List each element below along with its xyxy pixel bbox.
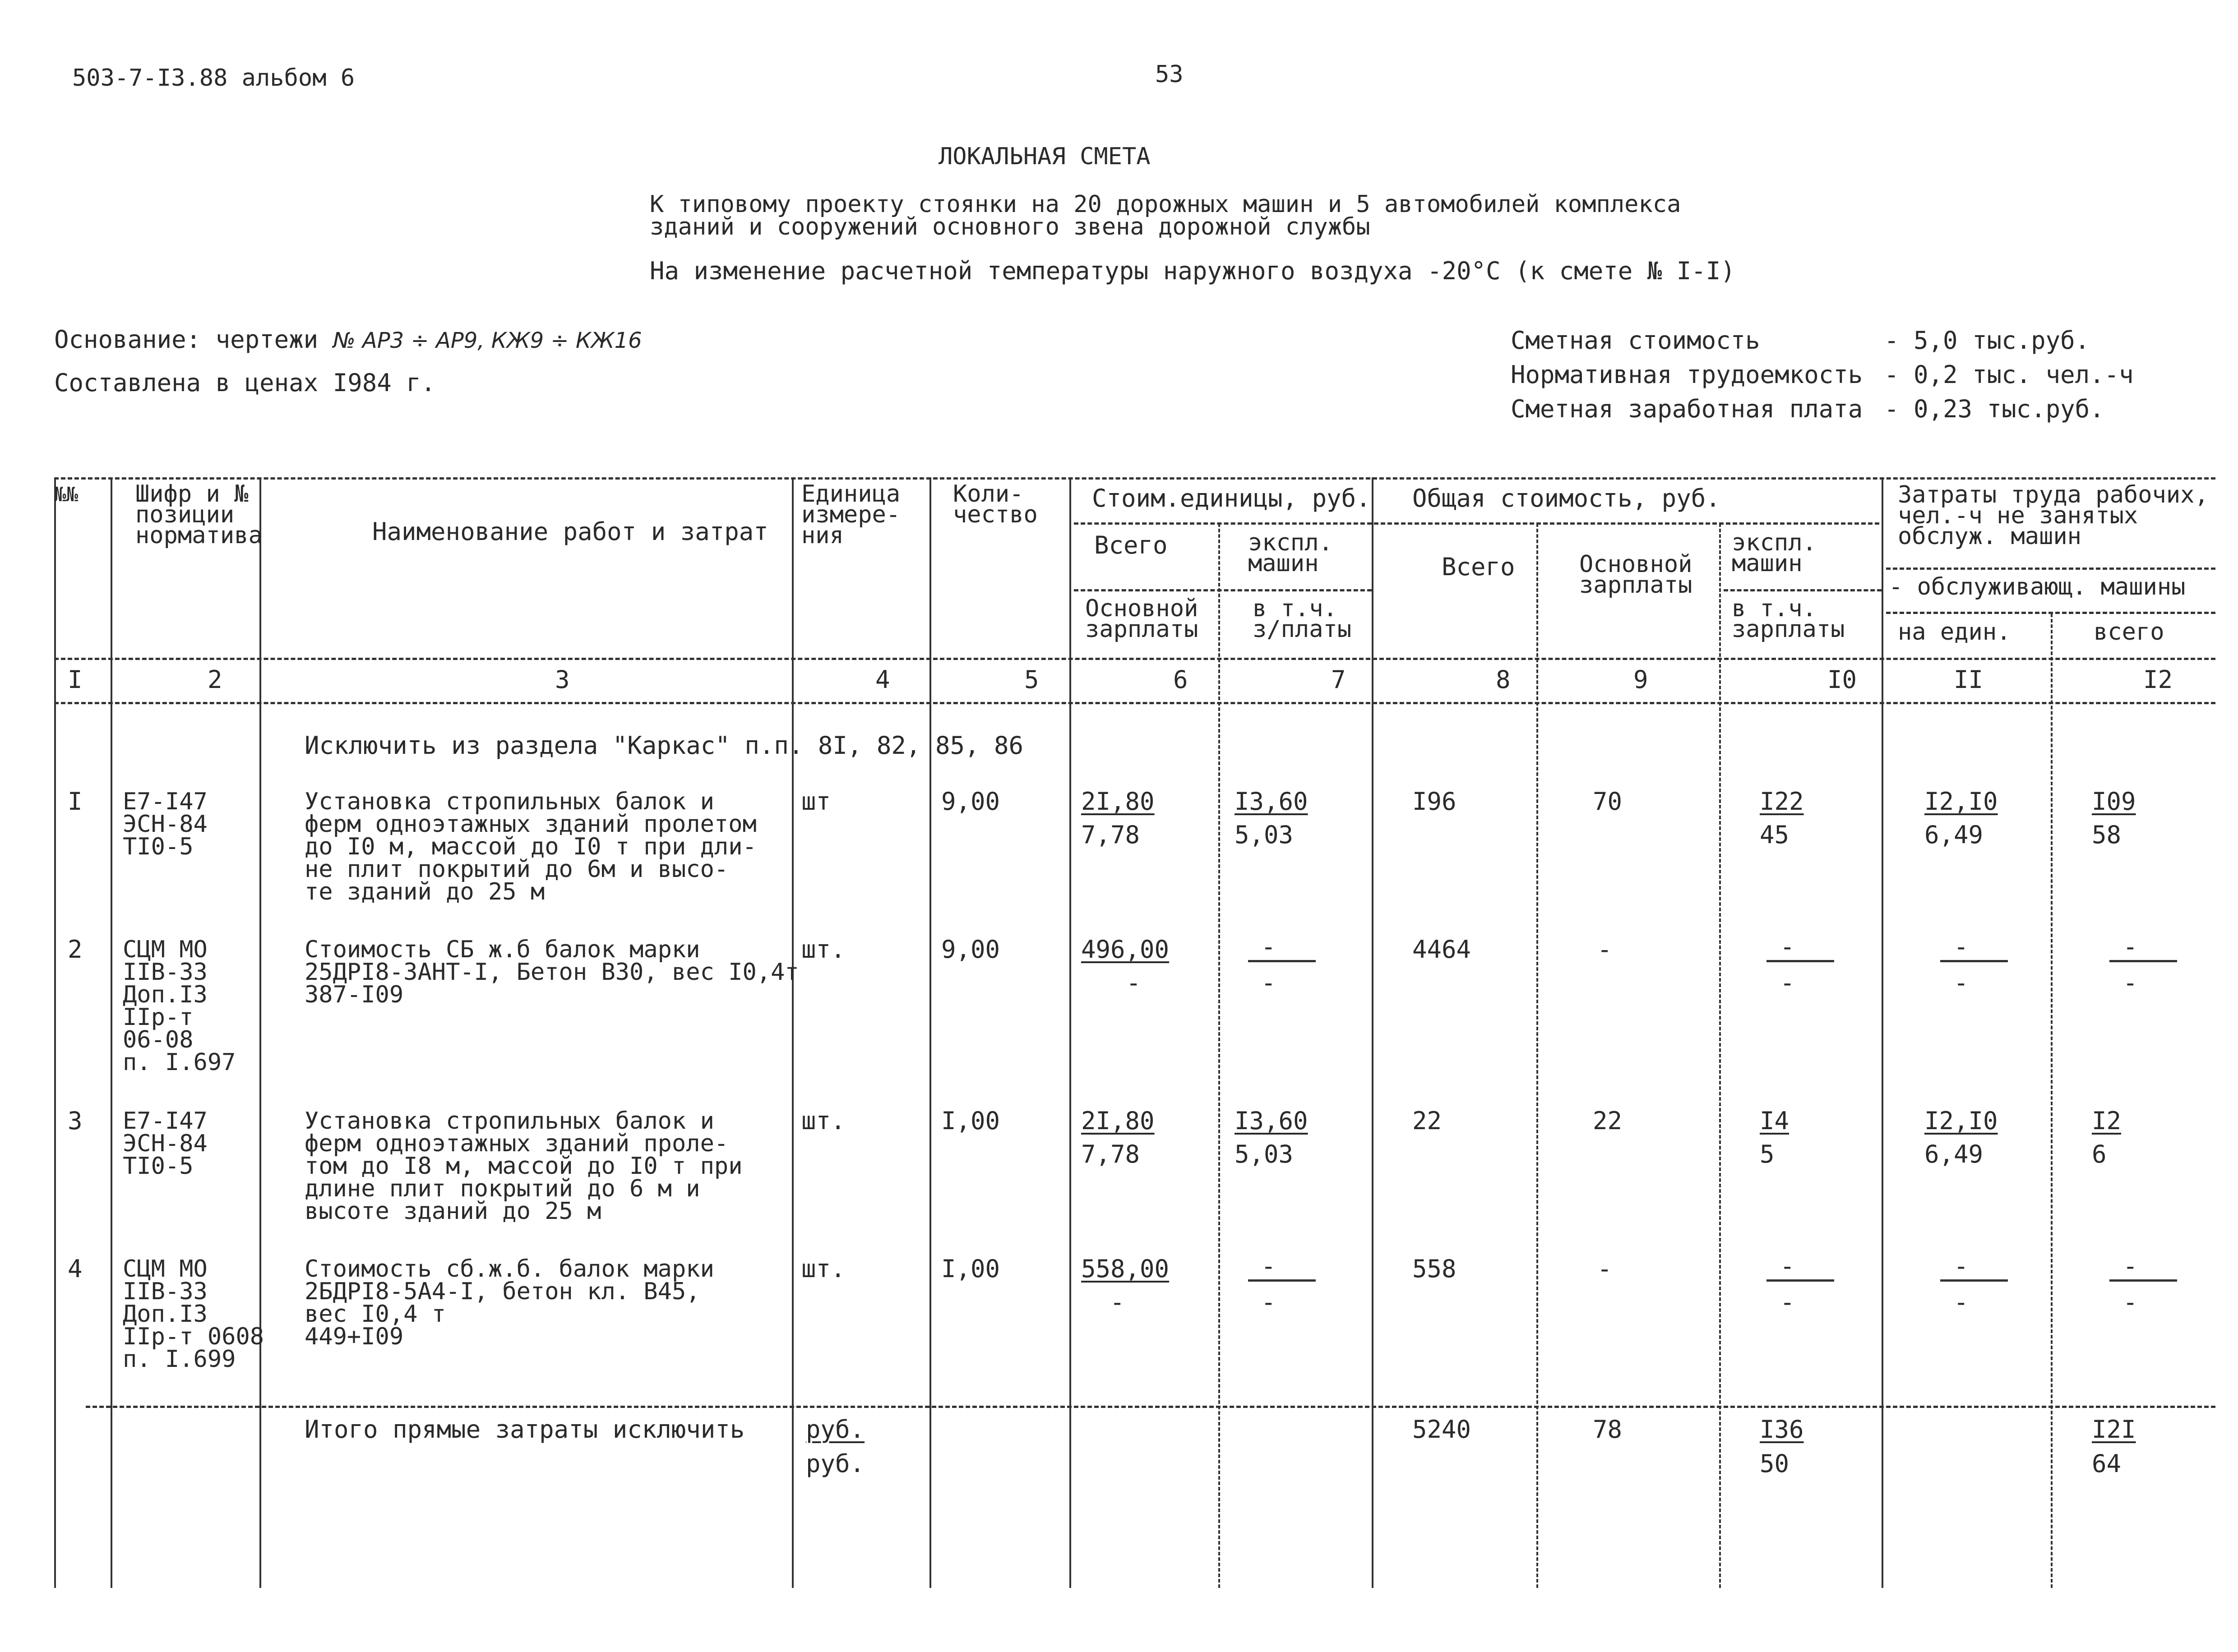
price-base: Составлена в ценах I984 г. xyxy=(54,369,436,397)
col-line-0 xyxy=(54,477,56,1588)
row-quantity: 9,00 xyxy=(941,935,1000,964)
totals-wage: 78 xyxy=(1593,1415,1623,1444)
row-code: СЦМ МО IIВ-33 Доп.I3 IIр-т 06-08 п. I.697 xyxy=(123,936,236,1076)
estimate-purpose: На изменение расчетной температуры наружного воздуха -20°С (к смете № I-I) xyxy=(650,257,1735,285)
row-quantity: I,00 xyxy=(941,1255,1000,1283)
document-code: 503-7-I3.88 альбом 6 xyxy=(72,65,355,92)
header-unit-incl-wage: в т.ч. з/платы xyxy=(1253,595,1352,643)
row-unit-total: 2I,80 xyxy=(1081,787,1155,816)
fraction-line xyxy=(1766,960,1834,962)
row-unit-machines-wage: - xyxy=(1261,969,1276,997)
row-unit-total: 496,00 xyxy=(1081,935,1170,964)
row-total: 4464 xyxy=(1412,935,1471,964)
basis-label: Основание: чертежи xyxy=(54,325,319,354)
row-total: 558 xyxy=(1412,1255,1457,1283)
col-line-9 xyxy=(1719,523,1721,1588)
row-total: I96 xyxy=(1412,787,1457,816)
row-number: 4 xyxy=(68,1255,83,1283)
subtitle-line-1: К типовому проекту стоянки на 20 дорожных машин и 5 автомобилей комплекса xyxy=(650,191,1681,218)
row-labor-total: - xyxy=(2123,1252,2138,1280)
summary-label-wage: Сметная заработная плата xyxy=(1511,395,1863,423)
row-labor-total: - xyxy=(2123,932,2138,961)
machines-midline xyxy=(1724,589,1882,591)
col-num-1: I xyxy=(68,665,83,694)
row-unit-machines: I3,60 xyxy=(1235,1107,1308,1135)
col-num-9: 9 xyxy=(1633,665,1648,694)
header-labor-total: всего xyxy=(2094,618,2164,646)
summary-label-labor: Нормативная трудоемкость xyxy=(1511,360,1863,389)
row-quantity: 9,00 xyxy=(941,787,1000,816)
row-unit-machines-wage: - xyxy=(1261,1288,1276,1316)
header-col-quantity: Коли- чество xyxy=(953,480,1038,528)
row-total-machines-wage: - xyxy=(1780,1288,1795,1316)
row-total-wage: 22 xyxy=(1593,1107,1623,1135)
row-labor-unit: I2,I0 xyxy=(1924,1107,1998,1135)
header-labor: Затраты труда рабочих, чел.-ч не занятых обслуж. машин xyxy=(1898,481,2209,550)
col-num-6: 6 xyxy=(1173,665,1188,694)
row-work-name: Стоимость СБ ж.б балок марки 25ДРI8-3АНТ-I, Бетон В30, вес I0,4т 387-I09 xyxy=(305,936,799,1008)
row-total-machines-wage: - xyxy=(1780,969,1795,997)
totals-unit: руб. xyxy=(806,1415,865,1444)
basis-drawings: № АР3 ÷ АР9, КЖ9 ÷ КЖ16 xyxy=(333,328,642,353)
header-labor-unit: на един. xyxy=(1898,618,2011,646)
col-num-4: 4 xyxy=(875,665,890,694)
numbers-bottom-line xyxy=(54,702,2215,704)
col-line-1 xyxy=(111,477,112,1588)
summary-label-cost: Сметная стоимость xyxy=(1511,326,1760,355)
col-num-3: 3 xyxy=(555,665,570,694)
header-col-unit: Единица измере- ния xyxy=(801,480,901,549)
col-num-11: II xyxy=(1954,665,1984,694)
row-number: 2 xyxy=(68,935,83,964)
header-col-number: №№ xyxy=(54,483,78,506)
row-labor-unit: - xyxy=(1954,1252,1969,1280)
row-quantity: I,00 xyxy=(941,1107,1000,1135)
fraction-line xyxy=(2109,960,2177,962)
basis-line xyxy=(54,327,642,354)
row-labor-total-2: 58 xyxy=(2092,821,2122,849)
document-title: ЛОКАЛЬНАЯ СМЕТА xyxy=(939,143,1151,170)
row-total: 22 xyxy=(1412,1107,1442,1135)
row-total-wage: 70 xyxy=(1593,787,1623,816)
header-total-cost: Общая стоимость, руб. xyxy=(1412,484,1720,512)
row-unit-total: 558,00 xyxy=(1081,1255,1170,1283)
totals-separator-line xyxy=(86,1406,2215,1408)
header-unit-machines: экспл. машин xyxy=(1248,529,1333,577)
row-labor-total-2: - xyxy=(2123,969,2138,997)
row-labor-total: I2 xyxy=(2092,1107,2122,1135)
row-work-name: Установка стропильных балок и ферм одноэтажных зданий пролетом до I0 м, массой до I0 т при дли- не плит покрытий до 6м и высо- те зданий до 25 м xyxy=(305,788,757,905)
col-line-5 xyxy=(1069,477,1071,1588)
subtitle-line-2: зданий и сооружений основного звена дорожной службы xyxy=(650,213,1370,240)
row-total-machines-wage: 5 xyxy=(1760,1140,1775,1168)
row-total-wage: - xyxy=(1597,935,1612,964)
col-num-10: I0 xyxy=(1827,665,1857,694)
row-unit: шт. xyxy=(801,935,846,964)
col-num-8: 8 xyxy=(1496,665,1511,694)
header-bottom-line xyxy=(54,658,2215,660)
row-unit: шт xyxy=(801,787,831,816)
row-work-name: Стоимость сб.ж.б. балок марки 2БДРI8-5А4-I, бетон кл. В45, вес I0,4 т 449+I09 xyxy=(305,1255,714,1350)
row-unit-machines: - xyxy=(1261,932,1276,961)
row-labor-unit-2: 6,49 xyxy=(1924,1140,1984,1168)
col-line-2 xyxy=(259,477,261,1588)
table-top-line xyxy=(54,477,2215,480)
fraction-line xyxy=(1248,1279,1316,1282)
row-total-machines: I4 xyxy=(1760,1107,1789,1135)
col-line-3 xyxy=(792,477,794,1588)
row-unit-machines: I3,60 xyxy=(1235,787,1308,816)
row-labor-total: I09 xyxy=(2092,787,2136,816)
row-unit-machines-wage: 5,03 xyxy=(1235,1140,1294,1168)
summary-value-cost: - 5,0 тыс.руб. xyxy=(1884,326,2090,355)
total-cost-subline xyxy=(1374,522,1879,525)
fraction-line xyxy=(2109,1279,2177,1282)
row-code: СЦМ МО IIВ-33 Доп.I3 IIр-т 0608 п. I.699 xyxy=(123,1255,264,1373)
row-unit: шт. xyxy=(801,1255,846,1283)
totals-unit-2: руб. xyxy=(806,1449,865,1478)
row-unit-wage: 7,78 xyxy=(1081,821,1140,849)
totals-total: 5240 xyxy=(1412,1415,1471,1444)
fraction-line xyxy=(1940,1279,2008,1282)
col-num-5: 5 xyxy=(1024,665,1039,694)
totals-labor-2: 64 xyxy=(2092,1449,2122,1478)
col-num-7: 7 xyxy=(1331,665,1346,694)
col-line-7 xyxy=(1372,477,1373,1588)
row-total-wage: - xyxy=(1597,1255,1612,1283)
row-unit-total: 2I,80 xyxy=(1081,1107,1155,1135)
header-unit-cost: Стоим.единицы, руб. xyxy=(1092,484,1371,512)
labor-subline xyxy=(1886,568,2215,570)
col-line-4 xyxy=(929,477,931,1588)
unit-cost-midline xyxy=(1074,589,1372,591)
row-work-name: Установка стропильных балок и ферм одноэтажных зданий проле- том до I8 м, массой до I0 т при длине плит покрытий до 6 м и высоте зданий до 25 м xyxy=(305,1107,743,1225)
row-labor-unit-2: - xyxy=(1954,1288,1969,1316)
row-code: Е7-I47 ЭСН-84 ТI0-5 xyxy=(123,1107,208,1180)
row-labor-total-2: - xyxy=(2123,1288,2138,1316)
row-unit-wage: - xyxy=(1126,969,1141,997)
col-line-10 xyxy=(1882,477,1883,1588)
col-line-8 xyxy=(1536,523,1538,1588)
fraction-line xyxy=(1248,960,1316,962)
summary-value-labor: - 0,2 тыс. чел.-ч xyxy=(1884,360,2134,389)
row-labor-unit: - xyxy=(1954,932,1969,961)
header-unit-wage: Основной зарплаты xyxy=(1085,595,1198,643)
row-number: 3 xyxy=(68,1107,83,1135)
fraction-line xyxy=(1766,1279,1834,1282)
header-labor-serving: - обслуживающ. машины xyxy=(1889,573,2186,600)
row-labor-unit-2: - xyxy=(1954,969,1969,997)
section-note: Исключить из раздела "Каркас" п.п. 8I, 82, 85, 86 xyxy=(305,731,1024,760)
totals-machines-wage: 50 xyxy=(1760,1449,1789,1478)
col-num-2: 2 xyxy=(208,665,222,694)
header-total-machines: экспл. машин xyxy=(1732,529,1817,577)
col-line-6 xyxy=(1218,523,1220,1588)
col-num-12: I2 xyxy=(2143,665,2173,694)
summary-value-wage: - 0,23 тыс.руб. xyxy=(1884,395,2104,423)
header-total-all: Всего xyxy=(1442,553,1515,581)
row-total-machines: I22 xyxy=(1760,787,1804,816)
row-unit-machines: - xyxy=(1261,1252,1276,1280)
row-unit-wage: - xyxy=(1110,1288,1125,1316)
row-labor-unit-2: 6,49 xyxy=(1924,821,1984,849)
totals-label: Итого прямые затраты исключить xyxy=(305,1415,745,1444)
row-number: I xyxy=(68,787,83,816)
header-col-name: Наименование работ и затрат xyxy=(372,517,768,546)
fraction-line xyxy=(1940,960,2008,962)
row-unit-wage: 7,78 xyxy=(1081,1140,1140,1168)
header-total-wage: Основной зарплаты xyxy=(1579,551,1692,599)
col-line-11 xyxy=(2051,614,2053,1588)
row-code: Е7-I47 ЭСН-84 ТI0-5 xyxy=(123,788,208,860)
row-total-machines-wage: 45 xyxy=(1760,821,1789,849)
row-total-machines: - xyxy=(1780,1252,1795,1280)
header-total-incl-wage: в т.ч. зарплаты xyxy=(1732,595,1845,643)
totals-machines: I36 xyxy=(1760,1415,1804,1444)
row-unit-machines-wage: 5,03 xyxy=(1235,821,1294,849)
unit-cost-subline xyxy=(1074,522,1372,525)
row-total-machines: - xyxy=(1780,932,1795,961)
row-unit: шт. xyxy=(801,1107,846,1135)
row-labor-total-2: 6 xyxy=(2092,1140,2107,1168)
header-col-code: Шифр и № позиции норматива xyxy=(135,480,263,549)
totals-labor: I2I xyxy=(2092,1415,2136,1444)
row-labor-unit: I2,I0 xyxy=(1924,787,1998,816)
header-unit-total: Всего xyxy=(1094,531,1168,559)
page-number: 53 xyxy=(1155,61,1184,88)
